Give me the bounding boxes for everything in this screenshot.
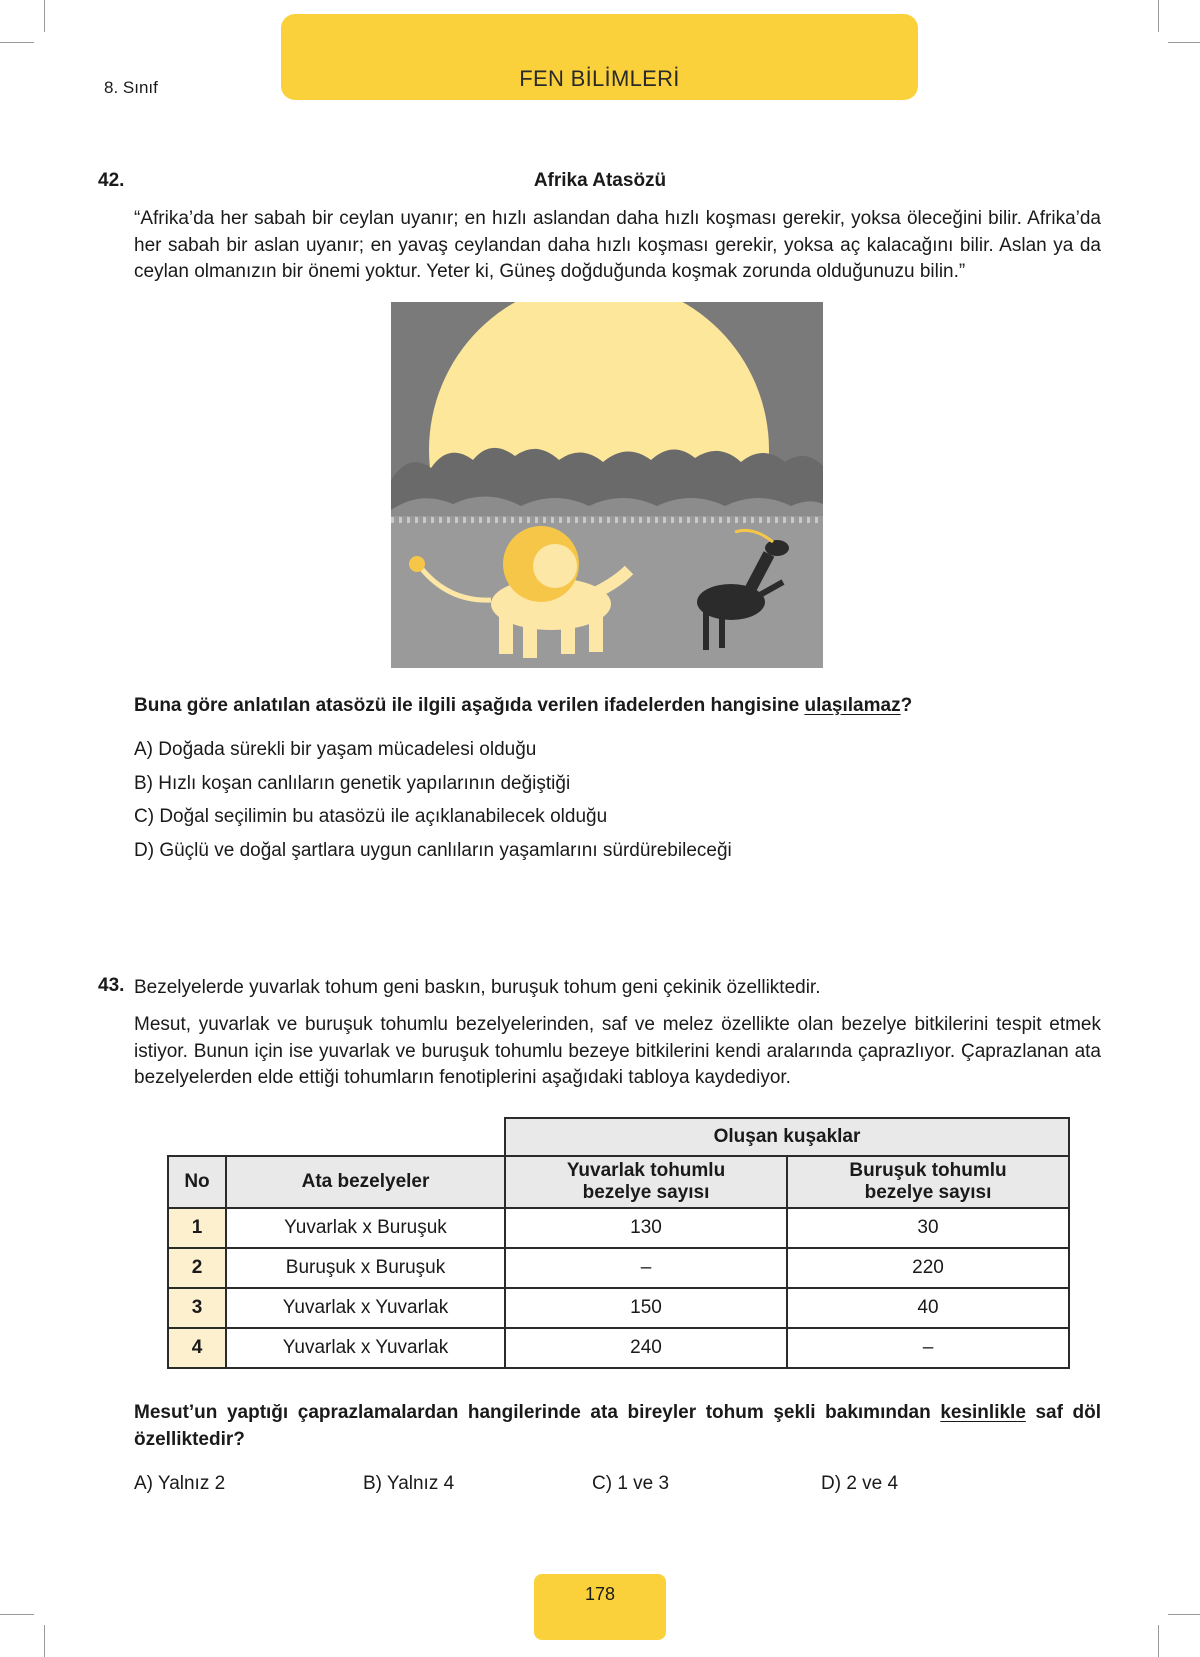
underlined-keyword: kesinlikle bbox=[940, 1402, 1026, 1423]
column-header-line: Yuvarlak tohumlu bbox=[566, 1160, 726, 1181]
round-count-cell: 130 bbox=[505, 1208, 787, 1248]
crop-mark bbox=[0, 42, 34, 43]
crop-mark bbox=[44, 0, 45, 32]
column-header-round bbox=[505, 1156, 787, 1208]
group-header: Oluşan kuşaklar bbox=[505, 1118, 1069, 1156]
wrinkled-count-cell: 220 bbox=[787, 1248, 1069, 1288]
subject-title: FEN BİLİMLERİ bbox=[519, 66, 680, 91]
crop-mark bbox=[1168, 42, 1200, 43]
column-header-parents: Ata bezelyeler bbox=[226, 1156, 505, 1208]
column-header-line: Buruşuk tohumlu bbox=[849, 1160, 1007, 1181]
round-count-cell: – bbox=[505, 1248, 787, 1288]
question-prompt bbox=[134, 1400, 1101, 1453]
answer-option-c[interactable]: C) Doğal seçilimin bu atasözü ile açıklanabilecek olduğu bbox=[134, 806, 608, 827]
round-count-cell: 240 bbox=[505, 1328, 787, 1368]
parents-cell: Yuvarlak x Yuvarlak bbox=[226, 1288, 505, 1328]
grade-label: 8. Sınıf bbox=[104, 78, 158, 97]
round-count-cell: 150 bbox=[505, 1288, 787, 1328]
answer-option-a[interactable]: A) Doğada sürekli bir yaşam mücadelesi olduğu bbox=[134, 739, 537, 760]
question-prompt bbox=[134, 693, 1101, 720]
table-row bbox=[168, 1208, 1069, 1248]
lion-gazelle-illustration bbox=[391, 302, 823, 668]
page-number-tab bbox=[534, 1574, 666, 1640]
question-number: 42. bbox=[98, 170, 125, 191]
question-prompt-end: saf döl özelliktedir? bbox=[134, 1402, 1102, 1450]
underlined-keyword: ulaşılamaz bbox=[804, 695, 901, 716]
table-row bbox=[168, 1288, 1069, 1328]
empty-cell bbox=[168, 1118, 226, 1156]
row-number: 3 bbox=[168, 1288, 226, 1328]
empty-cell bbox=[226, 1118, 505, 1156]
proverb-quote: “Afrika’da her sabah bir ceylan uyanır; en hızlı aslandan daha hızlı koşması gerekir, yoksa öleceğini bilir. Afrika’da her sabah bir aslan uyanır; en yavaş ceylandan daha hızlı koşması gerekir, yoksa aç kalacağını bilir. Aslan ya da ceylan olmanızın bir önemi yoktur. Yeter ki, Güneş doğduğunda koşmak zorunda olduğunuzu bilin.” bbox=[134, 208, 1101, 282]
crossing-results-table bbox=[167, 1117, 1070, 1369]
wrinkled-count-cell: 30 bbox=[787, 1208, 1069, 1248]
answer-option-d[interactable]: D) 2 ve 4 bbox=[821, 1473, 899, 1494]
subject-header-bar bbox=[281, 14, 918, 100]
column-header-line: bezelye sayısı bbox=[582, 1182, 710, 1203]
parents-cell: Buruşuk x Buruşuk bbox=[226, 1248, 505, 1288]
row-number: 1 bbox=[168, 1208, 226, 1248]
answer-option-a[interactable]: A) Yalnız 2 bbox=[134, 1473, 226, 1494]
column-header-no: No bbox=[168, 1156, 226, 1208]
question-intro: Bezelyelerde yuvarlak tohum geni baskın, buruşuk tohum geni çekinik özelliktedir. bbox=[134, 977, 821, 998]
crop-mark bbox=[1168, 1614, 1200, 1615]
column-header-wrinkled bbox=[787, 1156, 1069, 1208]
crop-mark bbox=[1158, 0, 1159, 32]
question-number: 43. bbox=[98, 975, 125, 996]
column-header-line: bezelye sayısı bbox=[864, 1182, 992, 1203]
row-number: 2 bbox=[168, 1248, 226, 1288]
question-prompt-text: Mesut’un yaptığı çaprazlamalardan hangilerinde ata bireyler tohum şekli bakımından bbox=[134, 1402, 931, 1423]
page-number: 178 bbox=[584, 1584, 616, 1604]
table-row bbox=[168, 1328, 1069, 1368]
crop-mark bbox=[0, 1614, 34, 1615]
row-number: 4 bbox=[168, 1328, 226, 1368]
table-row bbox=[168, 1248, 1069, 1288]
answer-option-d[interactable]: D) Güçlü ve doğal şartlara uygun canlıların yaşamlarını sürdürebileceği bbox=[134, 840, 732, 861]
parents-cell: Yuvarlak x Yuvarlak bbox=[226, 1328, 505, 1368]
wrinkled-count-cell: 40 bbox=[787, 1288, 1069, 1328]
answer-option-c[interactable]: C) 1 ve 3 bbox=[592, 1473, 670, 1494]
question-title: Afrika Atasözü bbox=[533, 170, 667, 191]
wrinkled-count-cell: – bbox=[787, 1328, 1069, 1368]
question-mark: ? bbox=[900, 695, 913, 716]
answer-option-b[interactable]: B) Hızlı koşan canlıların genetik yapılarının değiştiği bbox=[134, 773, 571, 794]
parents-cell: Yuvarlak x Buruşuk bbox=[226, 1208, 505, 1248]
crop-mark bbox=[44, 1625, 45, 1657]
question-prompt-text: Buna göre anlatılan atasözü ile ilgili aşağıda verilen ifadelerden hangisine bbox=[134, 695, 800, 716]
answer-option-b[interactable]: B) Yalnız 4 bbox=[363, 1473, 455, 1494]
question-body: Mesut, yuvarlak ve buruşuk tohumlu bezelyelerinden, saf ve melez özellikte olan bezelye bitkilerini tespit etmek istiyor. Bunun için ise yuvarlak ve buruşuk tohumlu bezeye bitkilerini kendi aralarında çaprazlıyor. Çaprazlanan ata bezelyelerden elde ettiği tohumların fenotiplerini aşağıdaki tabloya kaydediyor. bbox=[134, 1014, 1101, 1088]
crop-mark bbox=[1158, 1625, 1159, 1657]
